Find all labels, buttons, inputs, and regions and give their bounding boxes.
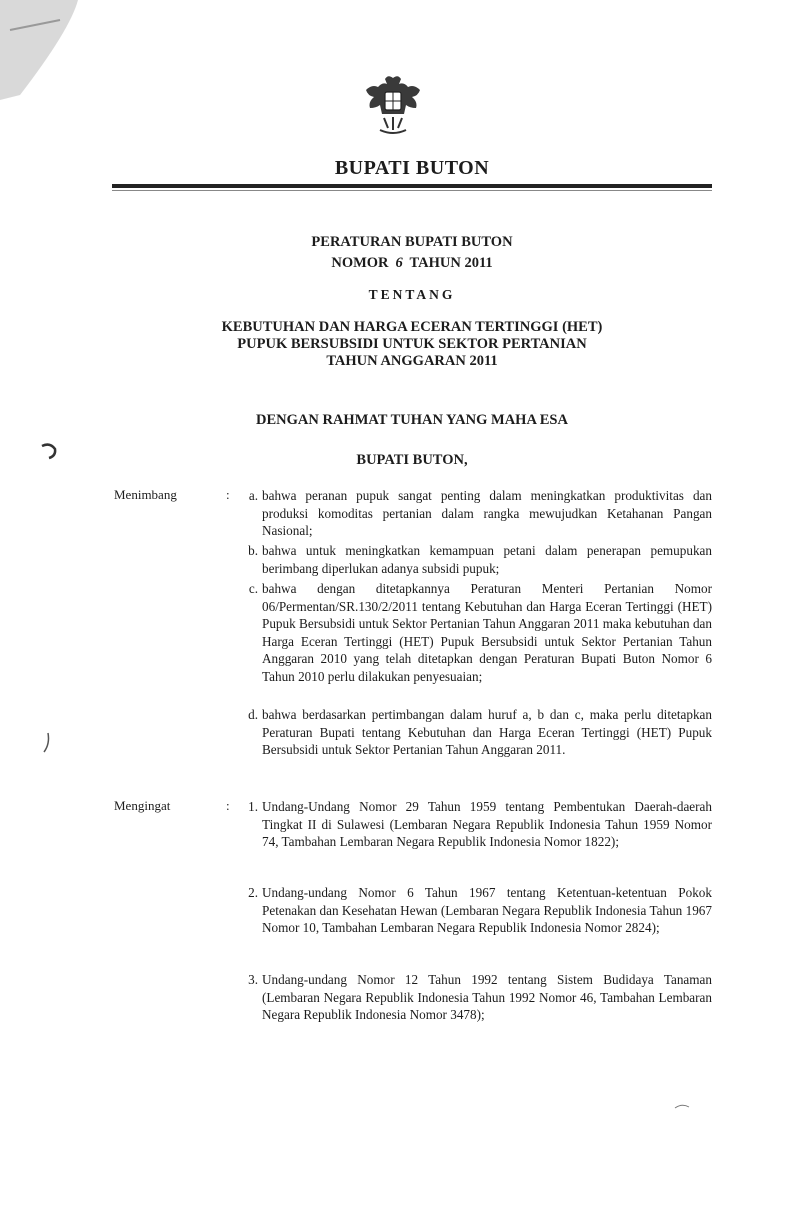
mengingat-item <box>240 971 712 1024</box>
issuer: BUPATI BUTON, <box>356 452 468 468</box>
regulation-subject <box>0 319 800 370</box>
item-text: bahwa untuk meningkatkan kemampuan petani dalam penerapan pemupukan berimbang diperlukan adanya subsidi pupuk; <box>262 543 712 576</box>
mengingat-item <box>240 798 712 851</box>
item-text: Undang-undang Nomor 12 Tahun 1992 tentang Sistem Budidaya Tanaman (Lembaran Negara Republik Indonesia Tahun 1992 Nomor 46, Tambahan Lembaran Negara Republik Indonesia Nomor 3478); <box>262 972 712 1022</box>
tentang-heading: TENTANG <box>368 287 456 302</box>
subject-line: TAHUN ANGGARAN 2011 <box>326 353 498 369</box>
menimbang-label: Menimbang <box>114 487 177 502</box>
item-text: bahwa dengan ditetapkannya Peraturan Menteri Pertanian Nomor 06/Permentan/SR.130/2/2011 tentang Kebutuhan dan Harga Eceran Tertinggi (HET) Pupuk Bersubsidi untuk Sektor Pertanian Tahun Anggaran 2011 maka kebutuhan dan Harga Eceran Tertinggi (HET) Pupuk Bersubsidi untuk Sektor Pertanian Tahun Anggaran 2010 yang telah ditetapkan dengan Peraturan Bupati Buton Nomor 6 Tahun 2010 perlu dilakukan penyesuaian; <box>262 581 712 684</box>
regulation-title: PERATURAN BUPATI BUTON <box>311 234 513 250</box>
subject-line: PUPUK BERSUBSIDI UNTUK SEKTOR PERTANIAN <box>237 336 587 352</box>
punch-hole-mark <box>38 730 54 756</box>
nomor-label: NOMOR <box>331 255 389 271</box>
item-text: bahwa berdasarkan pertimbangan dalam huruf a, b dan c, maka perlu ditetapkan Peraturan Bupati tentang Kebutuhan dan Harga Eceran Tertinggi (HET) Pupuk Bersubsidi untuk Sektor Pertanian Tahun Anggaran 2011. <box>262 707 712 757</box>
item-marker: 3. <box>248 972 258 987</box>
item-text: Undang-undang Nomor 6 Tahun 1967 tentang Ketentuan-ketentuan Pokok Petenakan dan Kesehatan Hewan (Lembaran Negara Republik Indonesia Tahun 1967 Nomor 10, Tambahan Lembaran Negara Republik Indonesia Nomor 2824); <box>262 885 712 935</box>
regulation-number <box>0 255 800 272</box>
menimbang-colon: : <box>226 487 230 502</box>
nomor-value: 6 <box>395 255 403 271</box>
item-text: bahwa peranan pupuk sangat penting dalam meningkatkan produktivitas dan produksi komoditas pertanian dalam rangka mewujudkan Ketahanan Pangan Nasional; <box>262 488 712 538</box>
item-text: Undang-Undang Nomor 29 Tahun 1959 tentang Pembentukan Daerah-daerah Tingkat II di Sulawesi (Lembaran Negara Republik Indonesia Tahun 1959 Nomor 74, Tambahan Lembaran Negara Republik Indonesia Nomor 1822); <box>262 799 712 849</box>
item-marker: d. <box>248 707 258 722</box>
letterhead-rule-thin <box>112 190 712 191</box>
item-marker: 1. <box>248 799 258 814</box>
subject-line: KEBUTUHAN DAN HARGA ECERAN TERTINGGI (HET) <box>221 319 603 335</box>
mengingat-item <box>240 884 712 937</box>
item-marker: c. <box>248 581 258 596</box>
item-marker: a. <box>248 488 258 503</box>
menimbang-item <box>240 706 712 759</box>
letterhead-rule <box>112 184 712 188</box>
menimbang-item <box>240 487 712 540</box>
tahun-label: TAHUN 2011 <box>409 255 493 271</box>
letterhead-title: BUPATI BUTON <box>334 157 490 179</box>
scan-speck <box>674 1102 690 1110</box>
menimbang-item <box>240 542 712 577</box>
garuda-emblem-icon <box>358 70 428 140</box>
menimbang-item <box>240 580 712 685</box>
item-marker: b. <box>248 543 258 558</box>
item-marker: 2. <box>248 885 258 900</box>
scan-corner-artifact <box>0 0 120 100</box>
invocation: DENGAN RAHMAT TUHAN YANG MAHA ESA <box>256 412 568 428</box>
mengingat-label: Mengingat <box>114 798 171 813</box>
mengingat-colon: : <box>226 798 230 813</box>
